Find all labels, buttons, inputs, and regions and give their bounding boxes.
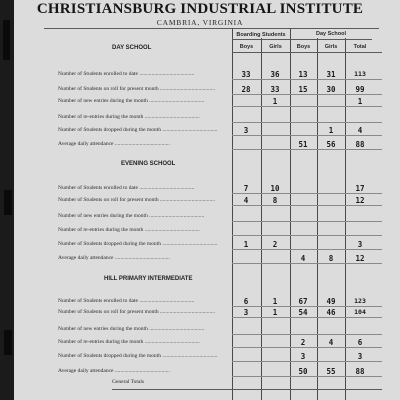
day-cell-bb: 28 xyxy=(241,85,251,94)
evening-row-rule xyxy=(232,263,382,264)
day-girls-header: Girls xyxy=(324,44,338,50)
hill-cell-bg: 1 xyxy=(272,297,278,306)
day-cell-bb: 33 xyxy=(241,70,251,79)
evening-row-label: Average daily attendance ........................................ xyxy=(58,255,170,261)
hill-cell-t: 3 xyxy=(357,352,363,361)
boarding-students-header: Boarding Students xyxy=(236,32,286,38)
binder-tab-bottom xyxy=(4,330,12,355)
evening-cell-bg: 10 xyxy=(270,184,280,193)
evening-row-rule xyxy=(232,235,382,236)
evening-cell-db: 4 xyxy=(300,254,306,263)
day-cell-bg: 36 xyxy=(270,70,280,79)
hill-cell-dg: 55 xyxy=(326,367,336,376)
hill-cell-db: 2 xyxy=(300,338,306,347)
day-boys-header: Boys xyxy=(296,44,311,50)
day-cell-t: 99 xyxy=(355,85,365,94)
hill-row-rule xyxy=(232,317,382,318)
hill-row-label: Number of Students on roll for present month ........................................ xyxy=(58,309,216,315)
day-row-label: Number of new entries during the month ........................................ xyxy=(58,98,205,104)
hill-row-rule xyxy=(232,347,382,348)
page-subtitle: CAMBRIA, VIRGINIA xyxy=(156,18,244,27)
subheader-rule xyxy=(232,52,382,53)
hill-row-label: Average daily attendance ........................................ xyxy=(58,368,170,374)
evening-row-rule xyxy=(232,193,382,194)
day-row-label: Number of Students dropped during the month ........................................ xyxy=(58,127,218,133)
hill-cell-bb: 3 xyxy=(243,308,249,317)
evening-row-rule xyxy=(232,221,382,222)
col-divider-dg xyxy=(345,38,346,400)
day-cell-dg: 1 xyxy=(328,126,334,135)
hill-cell-t: 123 xyxy=(354,297,366,305)
day-cell-bg: 33 xyxy=(270,85,280,94)
evening-row-label: Number of Students on roll for present month ........................................ xyxy=(58,197,216,203)
day-cell-t: 113 xyxy=(354,70,366,78)
hill-cell-db: 3 xyxy=(300,352,306,361)
hill-cell-dg: 49 xyxy=(326,297,336,306)
hill-cell-t: 6 xyxy=(357,338,363,347)
day-row-label: Number of Students on roll for present month ........................................ xyxy=(58,86,216,92)
evening-cell-t: 3 xyxy=(357,240,363,249)
evening-cell-bb: 7 xyxy=(243,184,249,193)
hill-cell-bb: 6 xyxy=(243,297,249,306)
evening-row-label: Number of Students enrolled to date ........................................ xyxy=(58,185,195,191)
day-cell-t: 4 xyxy=(357,126,363,135)
day-cell-t: 88 xyxy=(355,140,365,149)
day-row-rule xyxy=(232,94,382,95)
day-row-rule xyxy=(232,106,382,107)
hill-cell-dg: 4 xyxy=(328,338,334,347)
hill-row-label: Number of re-entries during the month ........................................ xyxy=(58,339,200,345)
hill-row-label: Number of Students dropped during the month ........................................ xyxy=(58,353,218,359)
hill-cell-db: 54 xyxy=(298,308,308,317)
day-row-rule xyxy=(232,122,382,123)
hill-row-rule xyxy=(232,306,382,307)
hill-cell-dg: 46 xyxy=(326,308,336,317)
evening-row-rule xyxy=(232,249,382,250)
day-row-rule xyxy=(232,135,382,136)
day-school-header: Day School xyxy=(316,31,346,37)
evening-cell-t: 17 xyxy=(355,184,365,193)
hill-row-rule xyxy=(232,361,382,362)
day-row-rule xyxy=(232,79,382,80)
evening-cell-t: 12 xyxy=(355,254,365,263)
hill-cell-t: 104 xyxy=(354,308,366,316)
general-totals-rule xyxy=(112,389,382,390)
evening-cell-bb: 1 xyxy=(243,240,249,249)
day-school-title: DAY SCHOOL xyxy=(112,45,152,51)
evening-cell-t: 12 xyxy=(355,196,365,205)
day-cell-db: 51 xyxy=(298,140,308,149)
day-row-rule xyxy=(232,149,382,150)
boarding-boys-header: Boys xyxy=(239,44,254,50)
general-totals-label: General Totals xyxy=(112,379,145,385)
hill-row-label: Number of Students enrolled to date ........................................ xyxy=(58,298,195,304)
hill-row-rule xyxy=(232,334,382,335)
day-row-label: Average daily attendance ........................................ xyxy=(58,141,170,147)
day-cell-db: 15 xyxy=(298,85,308,94)
hill-cell-db: 50 xyxy=(298,367,308,376)
evening-row-label: Number of new entries during the month ........................................ xyxy=(58,213,205,219)
register-page xyxy=(14,0,400,400)
evening-cell-dg: 8 xyxy=(328,254,334,263)
day-cell-db: 13 xyxy=(298,70,308,79)
binder-tab-top xyxy=(3,20,10,60)
group-rule xyxy=(232,39,372,40)
evening-row-rule xyxy=(232,205,382,206)
col-divider-labels xyxy=(232,28,233,400)
day-cell-dg: 30 xyxy=(326,85,336,94)
header-rule xyxy=(44,28,379,29)
evening-row-label: Number of re-entries during the month ........................................ xyxy=(58,227,200,233)
day-cell-dg: 56 xyxy=(326,140,336,149)
day-cell-bb: 3 xyxy=(243,126,249,135)
binder-tab-middle xyxy=(4,190,12,215)
hill-row-rule xyxy=(232,376,382,377)
evening-cell-bb: 4 xyxy=(243,196,249,205)
hill-row-label: Number of new entries during the month ........................................ xyxy=(58,326,205,332)
day-row-label: Number of re-entries during the month ........................................ xyxy=(58,114,200,120)
hill-cell-db: 67 xyxy=(298,297,308,306)
day-cell-dg: 31 xyxy=(326,70,336,79)
day-cell-t: 1 xyxy=(357,97,363,106)
evening-cell-bg: 8 xyxy=(272,196,278,205)
evening-school-title: EVENING SCHOOL xyxy=(121,161,176,167)
day-row-label: Number of Students enrolled to date ........................................ xyxy=(58,71,195,77)
boarding-girls-header: Girls xyxy=(269,44,282,50)
hill-cell-t: 88 xyxy=(355,367,365,376)
evening-row-label: Number of Students dropped during the month ........................................ xyxy=(58,241,218,247)
hill-cell-bg: 1 xyxy=(272,308,278,317)
evening-cell-bg: 2 xyxy=(272,240,278,249)
hill-primary-title: HILL PRIMARY INTERMEDIATE xyxy=(104,276,193,282)
page-title: CHRISTIANSBURG INDUSTRIAL INSTITUTE xyxy=(36,1,364,17)
day-cell-bg: 1 xyxy=(272,97,278,106)
total-header: Total xyxy=(353,44,367,50)
